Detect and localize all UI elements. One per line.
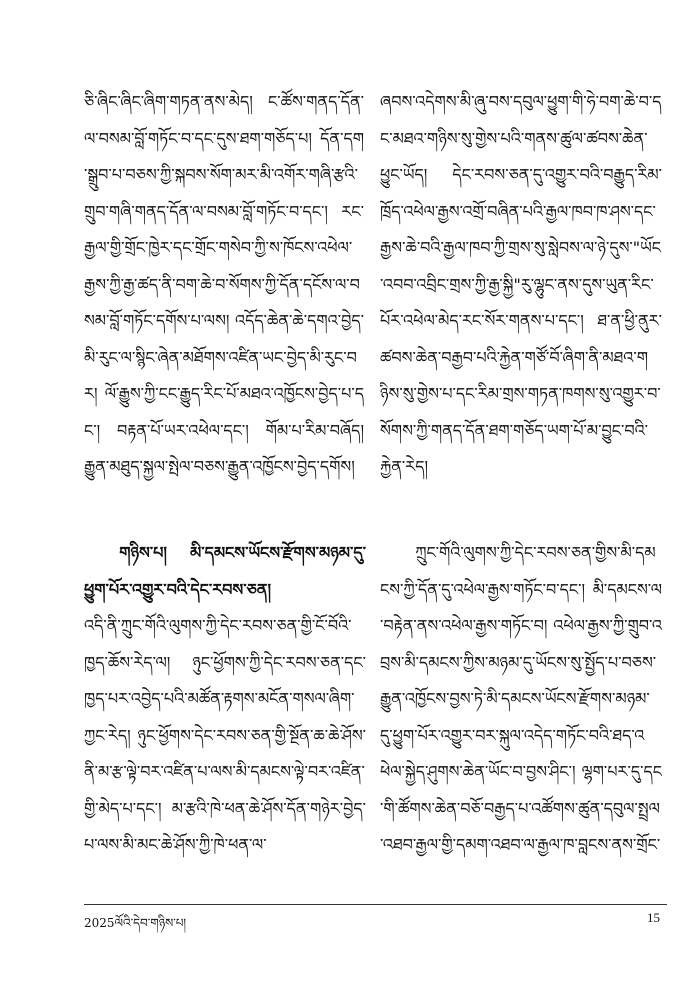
journal-issue-label: 2025ལོའི་དེབ་གཉིས་པ།	[84, 916, 187, 930]
body-paragraph: ཅི་ཞིང་ཞིང་ཞིག་གཏན་ནས་མེད། ང་ཚོས་གནད་དོན་ལ་བསམ་བློ་གཏོང་བ་དང་དུས་ཐག་གཅོད་པ། དོན་དག་སྒྲུབ་པ་བཅས་ཀྱི་སྐབས་སོག་མར་མི་འགོར་གཞི་རྩའི་གྲུབ་གཞི་གནད་དོན་ལ་བསམ་བློ་གཏོང་བ་དང་། རང་རྒྱལ་གྱི་གྲོང་ཁྱེར་དང་གྲོང་གསེབ་ཀྱི་ས་ཁོངས་འཕེལ་རྒྱས་ཀྱི་རྒྱ་ཚད་ནི་བག་ཆེ་བ་སོགས་ཀྱི་དོན་དངོས་ལ་བསམ་བློ་གཏོང་དགོས་པ་ལས། འདོད་ཆེན་ཆེ་དགའ་བྱེད་མི་རུང་ལ་སྙིང་ཞེན་མཐོགས་འཛིན་ཡང་བྱེད་མི་རུང་བར། ལོ་རྒྱུས་ཀྱི་ངང་རྒྱུད་རིང་པོ་མཐའ་འཁྱོངས་བྱེད་པ་དང་། བརྟན་པོ་ཡར་འཕེལ་དང་། གོམ་པ་རིམ་བཞོད། རྒྱུན་མཐུད་སྐྱལ་སྤེལ་བཅས་རྒྱུན་འཁྱོངས་བྱེད་དགོས།	[84, 92, 364, 476]
left-column-text-bottom	[84, 535, 366, 905]
section-heading: གཉིས་པ། མི་དམངས་ཡོངས་རྫོགས་མཉམ་དུ་ཕྱུག་པོར་འགྱུར་བའི་དེང་རབས་ཅན།	[84, 543, 366, 599]
body-paragraph: ཞབས་འདེགས་མི་ཞུ་བས་དབུལ་ཕྱུག་གི་ཧེ་བག་ཆེ་བ་དང་མཐའ་གཉིས་སུ་གྱེས་པའི་གནས་ཚུལ་ཚབས་ཆེན་ཕྱུང་ཡོད། དེང་རབས་ཅན་དུ་འགྱུར་བའི་བརྒྱུད་རིམ་ཁྲོད་འཕེལ་རྒྱས་འགྲོ་བཞིན་པའི་རྒྱལ་ཁབ་ཁ་ཤས་དང་རྒྱས་ཆེ་བའི་རྒྱལ་ཁབ་ཀྱི་གྲས་སུ་སླེབས་ལ་ཉེ་དུས་"ཡོང་འབབ་འབྲིང་གྲས་ཀྱི་རྒྱ་སྐྱི"རུ་ལྷུང་ནས་དུས་ཡུན་རིང་པོར་འཕེལ་མེད་རང་སོར་གནས་པ་དང་། ཐ་ན་ཕྱི་ནུར་ཚབས་ཆེན་བརྒྱབ་པའི་རྐྱེན་གཙོ་བོ་ཞིག་ནི་མཐའ་གཉིས་སུ་གྱེས་པ་དང་རིམ་གྲས་གཏན་ཁགས་སུ་འགྱུར་བ་སོགས་ཀྱི་གནད་དོན་ཐག་གཅོད་ཡག་པོ་མ་བྱུང་བའི་རྐྱེན་རེད།	[380, 92, 662, 476]
left-column-text-top	[84, 84, 364, 554]
body-paragraph: ཀྲུང་གོའི་ལུགས་ཀྱི་དེང་རབས་ཅན་གྱིས་མི་དམངས་ཀྱི་དོན་དུ་འཕེལ་རྒྱས་གཏོང་བ་དང་། མི་དམངས་ལ་བརྟེན་ནས་འཕེལ་རྒྱས་གཏོང་བ། འཕེལ་རྒྱས་ཀྱི་གྲུབ་འབྲས་མི་དམངས་ཀྱིས་མཉམ་དུ་ཡོངས་སུ་སྤྱོད་པ་བཅས་རྒྱུན་འཁྱོངས་བྱས་ཏེ་མི་དམངས་ཡོངས་རྫོགས་མཉམ་དུ་ཕྱུག་པོར་འགྱུར་བར་སྐུལ་འདེད་གཏོང་བའི་ཐད་འཕེལ་སྐྱེད་ཤུགས་ཆེན་ཡོང་བ་བྱས་ཤིང་། ལྷག་པར་དུ་དང་གི་ཚོགས་ཆེན་བཅོ་བརྒྱད་པ་འཚོགས་ཚུན་དབུལ་སྤྲལ་འཐབ་རྒྱལ་གྱི་དམག་འཐབ་ལ་རྒྱལ་ཁ་བླངས་ནས་གྲོང་	[380, 543, 662, 854]
body-paragraph: འདི་ནི་ཀྲུང་གོའི་ལུགས་ཀྱི་དེང་རབས་ཅན་གྱི་ངོ་བོའི་ཁྱད་ཆོས་རེད་ལ། ཉུང་ཕྱོགས་ཀྱི་དེང་རབས་ཅན་དང་ཁྱད་པར་འབྱེད་པའི་མཚོན་རྟགས་མངོན་གསལ་ཞིག་ཀྱང་རེད། ཉུང་ཕྱོགས་དེང་རབས་ཅན་གྱི་སྔོན་ཆ་ཆེ་ཤོས་ནི་མ་རྩ་ལྟེ་བར་འཛིན་པ་ལས་མི་དམངས་ལྟེ་བར་འཛིན་གྱི་མེད་པ་དང་། མ་རྩའི་ཁེ་ཕན་ཆེ་ཤོས་དོན་གཉེར་བྱེད་པ་ལས་མི་མང་ཆེ་ཤོས་ཀྱི་ཁེ་ཕན་ལ་	[84, 616, 366, 854]
right-column-text-bottom	[380, 535, 662, 905]
footer-rule	[84, 904, 667, 905]
page-number: 15	[647, 910, 660, 925]
right-column-text-top	[380, 84, 662, 521]
